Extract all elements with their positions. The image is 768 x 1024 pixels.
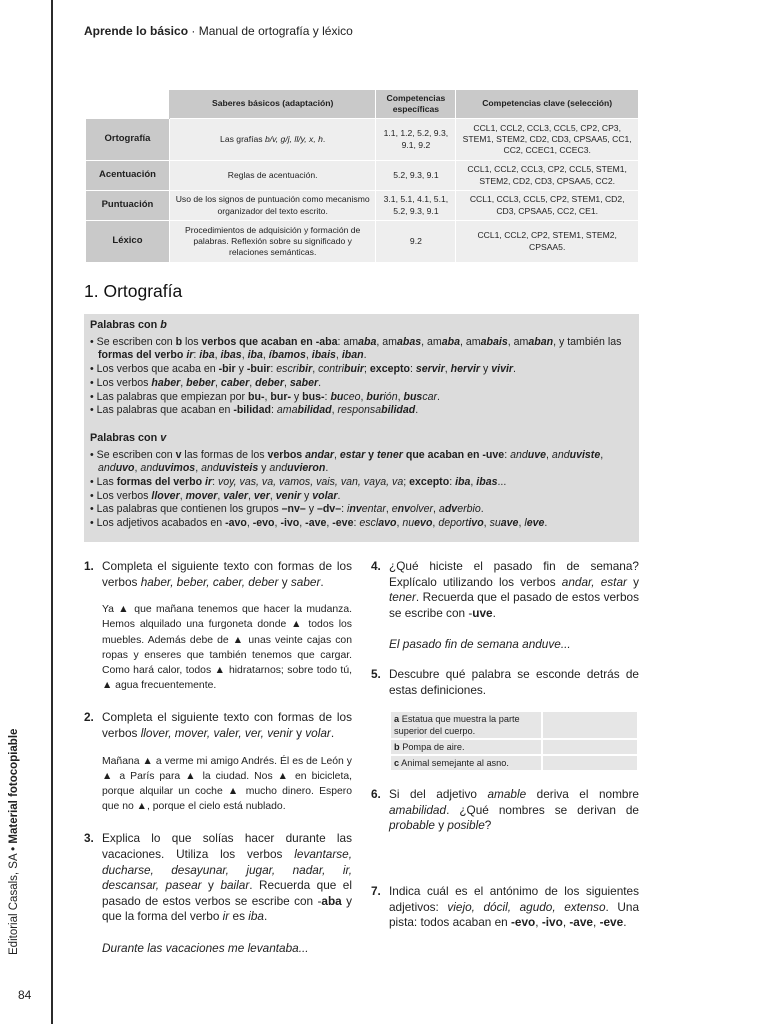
- exercise-text: Descubre qué palabra se esconde detrás de estas definiciones.: [389, 666, 639, 697]
- table-header-row: [86, 90, 639, 119]
- exercise-text: ¿Qué hiciste el pasado fin de semana? Explícalo utilizando los verbos andar, estar y tener. Recuerda que el pasado de estos verbos se escribe con -uve.: [389, 559, 639, 620]
- rules-b-list: [90, 336, 633, 418]
- section-title: 1. Ortografía: [84, 281, 183, 301]
- list-item: • Los verbos haber, beber, caber, deber, saber.: [90, 377, 633, 391]
- table-especificas: 5.2, 9.3, 9.1: [376, 161, 456, 191]
- table-row: [86, 119, 639, 161]
- exercise-3: [84, 831, 352, 956]
- exercise-4: [371, 559, 639, 653]
- table-saberes: Reglas de acentuación.: [169, 161, 376, 191]
- definition-cell: c Animal semejante al asno.: [390, 755, 542, 771]
- margin-rule: [51, 0, 53, 1024]
- rules-box: [84, 314, 639, 542]
- table-header: Competencias clave (selección): [456, 90, 639, 119]
- exercise-text: Si del adjetivo amable deriva el nombre amabilidad. ¿Qué nombres se derivan de probable y posible?: [389, 787, 639, 833]
- exercise-number: 5.: [371, 666, 381, 681]
- table-header: Competencias específicas: [376, 90, 456, 119]
- list-item: • Se escriben con b los verbos que acaban en -aba: amaba, amabas, amaba, amabais, amaban, y también las formas del verbo ir: iba, ibas, iba, íbamos, ibais, iban.: [90, 336, 633, 363]
- exercise-paragraph: Mañana ▲ a verme mi amigo Andrés. Él es de León y ▲ a París para ▲ la ciudad. Nos ▲ en bicicleta, porque alquilar un coche ▲ mucho dinero. Espero que no ▲, porque el cielo está nublado.: [102, 755, 352, 813]
- exercise-number: 6.: [371, 787, 381, 802]
- definitions-table: [389, 710, 639, 772]
- list-item: • Se escriben con v las formas de los verbos andar, estar y tener que acaban en -uve: anduve, anduviste, anduvo, anduvimos, anduvisteis y anduvieron.: [90, 449, 633, 476]
- list-item: • Las palabras que contienen los grupos –nv– y –dv–: inventar, envolver, adverbio.: [90, 503, 633, 517]
- definition-cell: b Pompa de aire.: [390, 739, 542, 755]
- rules-v-list: [90, 449, 633, 531]
- table-row: [390, 755, 638, 771]
- table-area: Léxico: [86, 221, 170, 263]
- table-saberes: Procedimientos de adquisición y formación de palabras. Reflexión sobre su significado y relaciones semánticas.: [169, 221, 376, 263]
- list-item: • Las palabras que acaban en -bilidad: amabilidad, responsabilidad.: [90, 404, 633, 418]
- exercise-number: 2.: [84, 710, 94, 725]
- table-row: [390, 739, 638, 755]
- table-saberes: Las grafías b/v, g/j, ll/y, x, h.: [169, 119, 376, 161]
- exercise-example: El pasado fin de semana anduve...: [389, 637, 571, 652]
- page-number: 84: [18, 988, 32, 1002]
- list-item: • Los adjetivos acabados en -avo, -evo, -ivo, -ave, -eve: esclavo, nuevo, deportivo, suave, leve.: [90, 517, 633, 531]
- right-column: [371, 559, 639, 931]
- exercise-number: 3.: [84, 831, 94, 846]
- side-caption: Editorial Casals, SA • Material fotocopiable: [8, 728, 20, 955]
- competencies-table: [85, 89, 639, 263]
- exercise-paragraph: Ya ▲ que mañana tenemos que hacer la mudanza. Hemos alquilado una furgoneta donde ▲ todos los muebles. Además debe de ▲ unas veinte cajas con ropas y enseres que también tenemos que cargar. Como hará calor, todos ▲ hidratarnos; sobre todo tú, ▲ agua frecuentemente.: [102, 604, 352, 692]
- rules-b-title: Palabras con b: [90, 319, 167, 331]
- table-area: Acentuación: [86, 161, 170, 191]
- exercise-7: [371, 884, 639, 931]
- table-row: [86, 161, 639, 191]
- table-clave: CCL1, CCL2, CCL3, CCL5, CP2, CP3, STEM1, STEM2, CD2, CD3, CPSAA5, CC1, CC2, CCEC1, CCEC3.: [456, 119, 639, 161]
- exercise-2: [84, 710, 352, 814]
- exercise-example: Durante las vacaciones me levantaba...: [102, 940, 309, 955]
- exercise-text: Completa el siguiente texto con formas de los verbos haber, beber, caber, deber y saber.: [102, 559, 352, 589]
- list-item: • Las formas del verbo ir: voy, vas, va, vamos, vais, van, vaya, va; excepto: iba, ibas...: [90, 476, 633, 490]
- definition-cell: a Estatua que muestra la parte superior del cuerpo.: [390, 711, 542, 739]
- exercise-number: 7.: [371, 883, 381, 898]
- answer-cell[interactable]: [542, 711, 638, 739]
- table-row: [86, 221, 639, 263]
- table-especificas: 9.2: [376, 221, 456, 263]
- table-clave: CCL1, CCL2, CP2, STEM1, STEM2, CPSAA5.: [456, 221, 639, 263]
- table-especificas: 1.1, 1.2, 5.2, 9.3, 9.1, 9.2: [376, 119, 456, 161]
- table-clave: CCL1, CCL3, CCL5, CP2, STEM1, CD2, CD3, CPSAA5, CC2, CE1.: [456, 191, 639, 221]
- exercise-6: [371, 787, 639, 834]
- table-especificas: 3.1, 5.1, 4.1, 5.1, 5.2, 9.3, 9.1: [376, 191, 456, 221]
- table-area: Ortografía: [86, 119, 170, 161]
- list-item: • Los verbos que acaba en -bir y -buir: escribir, contribuir; excepto: servir, hervir y vivir.: [90, 363, 633, 377]
- table-corner: [86, 90, 170, 119]
- table-row: [86, 191, 639, 221]
- exercise-text: Completa el siguiente texto con formas de los verbos llover, mover, valer, ver, venir y volar.: [102, 710, 352, 740]
- exercise-text: Indica cuál es el antónimo de los siguientes adjetivos: viejo, dócil, agudo, extenso. Una pista: todos acaban en -evo, -ivo, -ave, -eve.: [389, 883, 639, 930]
- exercise-text: Explica lo que solías hacer durante las vacaciones. Utiliza los verbos levantarse, ducharse, desayunar, jugar, nadar, ir, descansar, pasear y bailar. Recuerda que el pasado de estos verbos se escribe con -aba y que la forma del verbo ir es iba.: [102, 831, 352, 924]
- exercise-number: 4.: [371, 559, 381, 573]
- exercise-number: 1.: [84, 559, 94, 573]
- table-header: Saberes básicos (adaptación): [169, 90, 376, 119]
- table-row: [390, 711, 638, 739]
- list-item: • Las palabras que empiezan por bu-, bur- y bus-: buceo, burión, buscar.: [90, 391, 633, 405]
- answer-cell[interactable]: [542, 739, 638, 755]
- table-clave: CCL1, CCL2, CCL3, CP2, CCL5, STEM1, STEM2, CD2, CD3, CPSAA5, CC2.: [456, 161, 639, 191]
- list-item: • Los verbos llover, mover, valer, ver, venir y volar.: [90, 490, 633, 504]
- table-area: Puntuación: [86, 191, 170, 221]
- table-saberes: Uso de los signos de puntuación como mecanismo organizador del texto escrito.: [169, 191, 376, 221]
- exercise-5: [371, 667, 639, 772]
- running-head: Aprende lo básico · Manual de ortografía y léxico: [84, 24, 353, 38]
- answer-cell[interactable]: [542, 755, 638, 771]
- left-column: [84, 559, 352, 957]
- exercise-1: [84, 559, 352, 693]
- rules-v-title: Palabras con v: [90, 431, 167, 444]
